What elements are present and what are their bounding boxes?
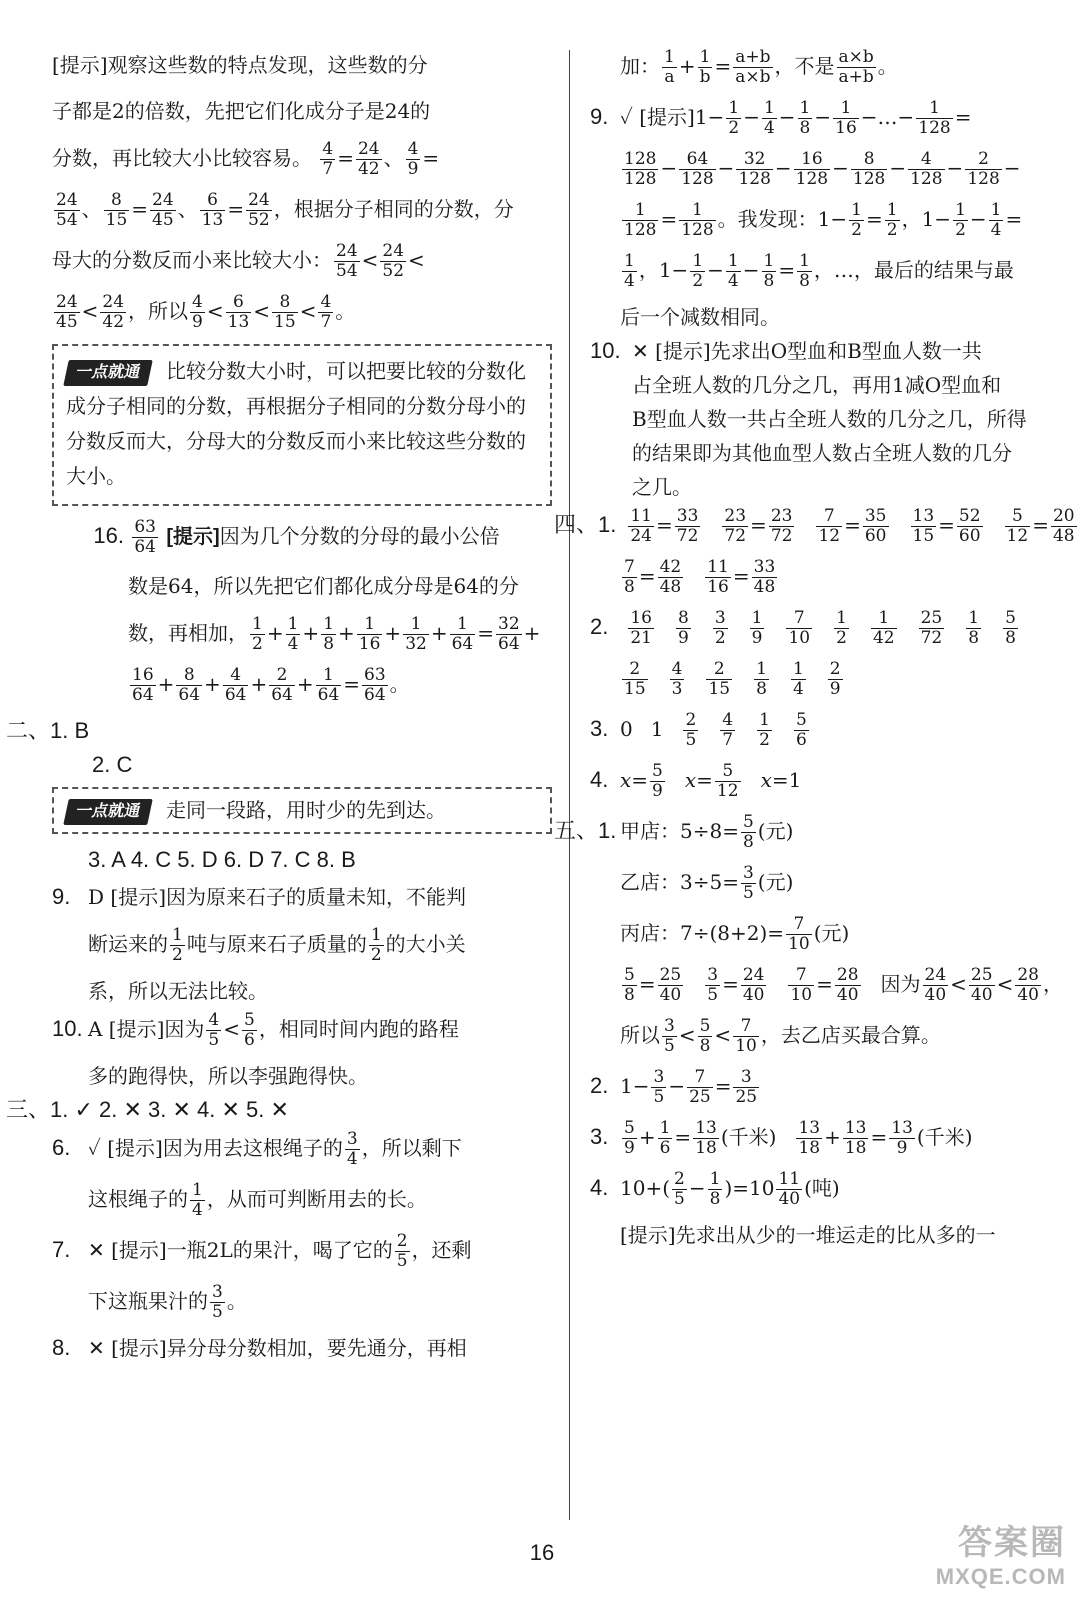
watermark-logo-text: 答案圈: [958, 1523, 1066, 1563]
sec5-q1-line-4: $\frac{5}{8}$ = $\frac{25}{40}$ $\frac{3}{5}$ = $\frac{24}{40}$ $\frac{7}{10}$ = $\frac{28}{40}$ 因为 $\frac{24}{40}$ < $\frac{25}{40}$ < $\frac{28}{40}$ ，: [624, 965, 1063, 1005]
intro-line-4: $\frac{24}{54}$ 、 $\frac{8}{15}$ = $\frac{24}{45}$ 、 $\frac{6}{13}$ = $\frac{24}{52}$ ，根据分子相同的分数，分: [56, 190, 514, 230]
right-top-line: 加： $\frac{1}{a}$ + $\frac{1}{b}$ = $\frac{a+b}{a\times b}$ ，不是 $\frac{a\times b}{a+b}$ 。: [620, 47, 898, 87]
right-column: [554, 47, 1075, 1255]
q7-line-1: 7. ✕ [提示]一瓶2L的果汁，喝了它的 $\frac{2}{5}$ ，还剩: [52, 1231, 472, 1271]
q9-line-2: 断运来的 $\frac{1}{2}$ 吨与原来石子质量的 $\frac{1}{2}$ 的大小关: [88, 925, 466, 965]
sec5-q1-line-2: 乙店：3÷5= $\frac{3}{5}$ (元): [620, 863, 794, 903]
tip-box-text: 比较分数大小时，可以把要比较的分数化成分子相同的分数，再根据分子相同的分数分母小的分数反而大，分母大的分数反而小来比较这些分数的大小。: [66, 359, 527, 488]
tip-box-2-text: 走同一段路，用时少的先到达。: [166, 798, 447, 822]
watermark-url: MXQE.COM: [935, 1564, 1066, 1589]
r-q10-line-4: 的结果即为其他血型人数占全班人数的几分: [632, 441, 1012, 465]
r-q10-line-2: 占全班人数的几分之几，再用1减O型血和: [632, 373, 1002, 397]
sec5-q2: 2. 1− $\frac{3}{5}$ − $\frac{7}{25}$ = $\frac{3}{25}$: [590, 1067, 758, 1107]
answers-3-8: 3. A 4. C 5. D 6. D 7. C 8. B: [88, 847, 356, 872]
page-number: 16: [529, 1540, 555, 1565]
sec5-q1-line-5: 所以 $\frac{3}{5}$ < $\frac{5}{8}$ < $\frac{7}{10}$ ，去乙店买最合算。: [620, 1016, 941, 1056]
sec4-q2-line-2: $\frac{2}{15}$ $\frac{4}{3}$ $\frac{2}{15}$ $\frac{1}{8}$ $\frac{1}{4}$ $\frac{2}{9}$: [624, 659, 841, 699]
sec4-q4: 4. x= $\frac{5}{9}$ x= $\frac{5}{12}$ x=1: [590, 761, 802, 801]
sec2-line-1: 二、1. B: [6, 718, 90, 743]
intro-line-1: [提示]观察这些数的特点发现，这些数的分: [52, 53, 428, 77]
tip-badge: 一点就通: [63, 360, 153, 386]
q7-line-2: 下这瓶果汁的 $\frac{3}{5}$ 。: [88, 1282, 247, 1322]
sec5-q1-line-1: 五、1. 甲店：5÷8= $\frac{5}{8}$ (元): [554, 812, 794, 852]
sec4-q2-line-1: 2. $\frac{16}{21}$ $\frac{8}{9}$ $\frac{3}{2}$ $\frac{1}{9}$ $\frac{7}{10}$ $\frac{1}{2}$ $\frac{1}{42}$ $\frac{25}{72}$ $\frac{1}{8}$ $\frac{5}{8}$: [590, 608, 1016, 648]
q6-line-1: 6. ✓ [提示]因为用去这根绳子的 $\frac{3}{4}$ ，所以剩下: [52, 1129, 462, 1169]
sec2-line-2: 2. C: [92, 752, 133, 777]
tip-badge-2: 一点就通: [63, 799, 153, 825]
sec5-q1-line-3: 丙店：7÷(8+2)= $\frac{7}{10}$ (元): [620, 914, 850, 954]
q16-line-2: 数是64，所以先把它们都化成分母是64的分: [128, 574, 519, 598]
watermark: [936, 1515, 1066, 1590]
intro-line-5: 母大的分数反而小来比较大小： $\frac{24}{54}$ < $\frac{24}{52}$ <: [52, 241, 425, 281]
left-column: [6, 48, 552, 1368]
q16-line-3: 数，再相加， $\frac{1}{2}$ + $\frac{1}{4}$ + $\frac{1}{8}$ + $\frac{1}{16}$ + $\frac{1}{32}$ + $\frac{1}{64}$ = $\frac{32}{64}$ +: [128, 614, 541, 654]
q10-line-1: 10. A [提示]因为 $\frac{4}{5}$ < $\frac{5}{6}$ ，相同时间内跑的路程: [52, 1010, 459, 1050]
intro-line-3: 分数，再比较大小比较容易。 $\frac{4}{7}$ = $\frac{24}{42}$ 、 $\frac{4}{9}$ =: [52, 139, 440, 179]
r-q9-line-3: $\frac{1}{128}$ = $\frac{1}{128}$ 。我发现：1− $\frac{1}{2}$ = $\frac{1}{2}$ ，1− $\frac{1}{2}$ − $\frac{1}{4}$ =: [624, 200, 1023, 240]
sec5-last-hint: [提示]先求出从少的一堆运走的比从多的一: [620, 1223, 996, 1247]
r-q10-line-5: 之几。: [632, 475, 692, 499]
sec4-q1-line-2: $\frac{7}{8}$ = $\frac{42}{48}$ $\frac{11}{16}$ = $\frac{33}{48}$: [624, 557, 776, 597]
q16-line-1: 16. $\frac{63}{64}$ [提示]因为几个分数的分母的最小公倍: [93, 517, 500, 557]
sec5-q4: 4. 10+( $\frac{2}{5}$ − $\frac{1}{8}$ )=10 $\frac{11}{40}$ (吨): [590, 1169, 840, 1209]
intro-line-6: $\frac{24}{45}$ < $\frac{24}{42}$ ，所以 $\frac{4}{9}$ < $\frac{6}{13}$ < $\frac{8}{15}$ < $\frac{4}{7}$ 。: [56, 292, 356, 332]
r-q10-line-1: 10. ✕ [提示]先求出O型血和B型血人数一共: [590, 338, 982, 363]
q6-line-2: 这根绳子的 $\frac{1}{4}$ ，从而可判断用去的长。: [88, 1180, 427, 1220]
r-q9-line-5: 后一个减数相同。: [620, 305, 780, 329]
q9-line-3: 系，所以无法比较。: [88, 979, 268, 1003]
r-q9-line-4: $\frac{1}{4}$ ，1− $\frac{1}{2}$ − $\frac{1}{4}$ − $\frac{1}{8}$ = $\frac{1}{8}$ ，…，最后的结果与最: [624, 251, 1014, 291]
column-divider: [569, 50, 570, 1520]
r-q10-line-3: B型血人数一共占全班人数的几分之几，所得: [632, 407, 1027, 431]
sec5-q3: 3. $\frac{5}{9}$ + $\frac{1}{6}$ = $\frac{13}{18}$ (千米) $\frac{13}{18}$ + $\frac{13}{18}$ = $\frac{13}{9}$ (千米): [590, 1118, 973, 1158]
sec4-q1-line-1: 四、1. $\frac{11}{24}$ = $\frac{33}{72}$ $\frac{23}{72}$ = $\frac{23}{72}$ $\frac{7}{12}$ = $\frac{35}{60}$ $\frac{13}{15}$ = $\frac{52}{60}$ $\frac{5}{12}$ = $\frac{20}{48}$: [554, 506, 1075, 546]
q9-line-1: 9. D [提示]因为原来石子的质量未知，不能判: [52, 884, 466, 909]
r-q9-line-2: $\frac{128}{128}$ − $\frac{64}{128}$ − $\frac{32}{128}$ − $\frac{16}{128}$ − $\frac{8}{128}$ − $\frac{4}{128}$ − $\frac{2}{128}$ −: [624, 149, 1021, 189]
intro-line-2: 子都是2的倍数，先把它们化成分子是24的: [52, 99, 431, 123]
tip-box-2: [52, 787, 552, 834]
r-q9-line-1: 9. ✓ [提示]1− $\frac{1}{2}$ − $\frac{1}{4}$ − $\frac{1}{8}$ − $\frac{1}{16}$ −…− $\frac{1}{128}$ =: [590, 98, 972, 138]
q16-line-4: $\frac{16}{64}$ + $\frac{8}{64}$ + $\frac{4}{64}$ + $\frac{2}{64}$ + $\frac{1}{64}$ = $\frac{63}{64}$ 。: [132, 665, 410, 705]
sec4-q3: 3. 0 1 $\frac{2}{5}$ $\frac{4}{7}$ $\frac{1}{2}$ $\frac{5}{6}$: [590, 710, 807, 750]
q8-line-1: 8. ✕ [提示]异分母分数相加，要先通分，再相: [52, 1335, 467, 1360]
q10-line-2: 多的跑得快，所以李强跑得快。: [88, 1064, 368, 1088]
sec3-line-1: 三、1. ✓ 2. ✕ 3. ✕ 4. ✕ 5. ✕: [6, 1097, 289, 1122]
tip-box-1: [52, 344, 552, 506]
